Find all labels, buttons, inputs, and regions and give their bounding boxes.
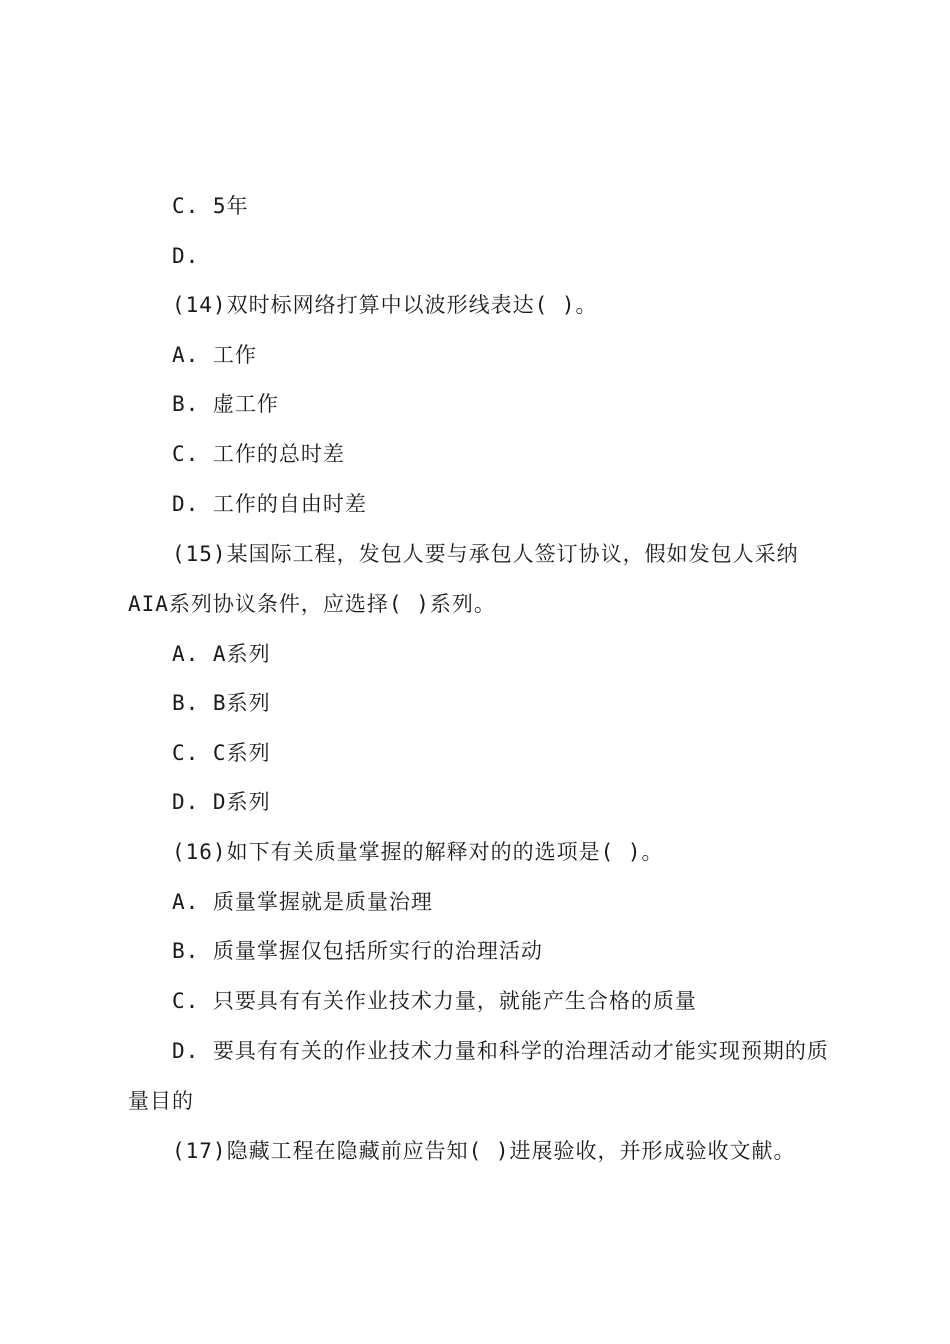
option-15-c: C. C系列	[172, 741, 271, 765]
option-15-a: A. A系列	[172, 642, 271, 666]
option-13-d: D.	[172, 244, 200, 268]
question-15-line-2: AIA系列协议条件，应选择( )系列。	[128, 592, 496, 616]
option-16-b: B. 质量掌握仅包括所实行的治理活动	[172, 939, 543, 963]
question-14: (14)双时标网络打算中以波形线表达( )。	[172, 293, 598, 317]
option-16-d-line-2: 量目的	[128, 1089, 194, 1113]
option-16-c: C. 只要具有有关作业技术力量，就能产生合格的质量	[172, 989, 697, 1013]
question-16: (16)如下有关质量掌握的解释对的的选项是( )。	[172, 840, 664, 864]
question-15-line-1: (15)某国际工程，发包人要与承包人签订协议，假如发包人采纳	[172, 542, 799, 566]
option-16-d-line-1: D. 要具有有关的作业技术力量和科学的治理活动才能实现预期的质	[172, 1039, 829, 1063]
option-14-a: A. 工作	[172, 343, 257, 367]
option-13-c: C. 5年	[172, 194, 249, 218]
question-17: (17)隐藏工程在隐藏前应告知( )进展验收，并形成验收文献。	[172, 1139, 796, 1163]
option-14-d: D. 工作的自由时差	[172, 492, 367, 516]
option-15-d: D. D系列	[172, 790, 271, 814]
option-16-a: A. 质量掌握就是质量治理	[172, 890, 433, 914]
option-14-c: C. 工作的总时差	[172, 442, 345, 466]
option-14-b: B. 虚工作	[172, 392, 279, 416]
option-15-b: B. B系列	[172, 691, 271, 715]
